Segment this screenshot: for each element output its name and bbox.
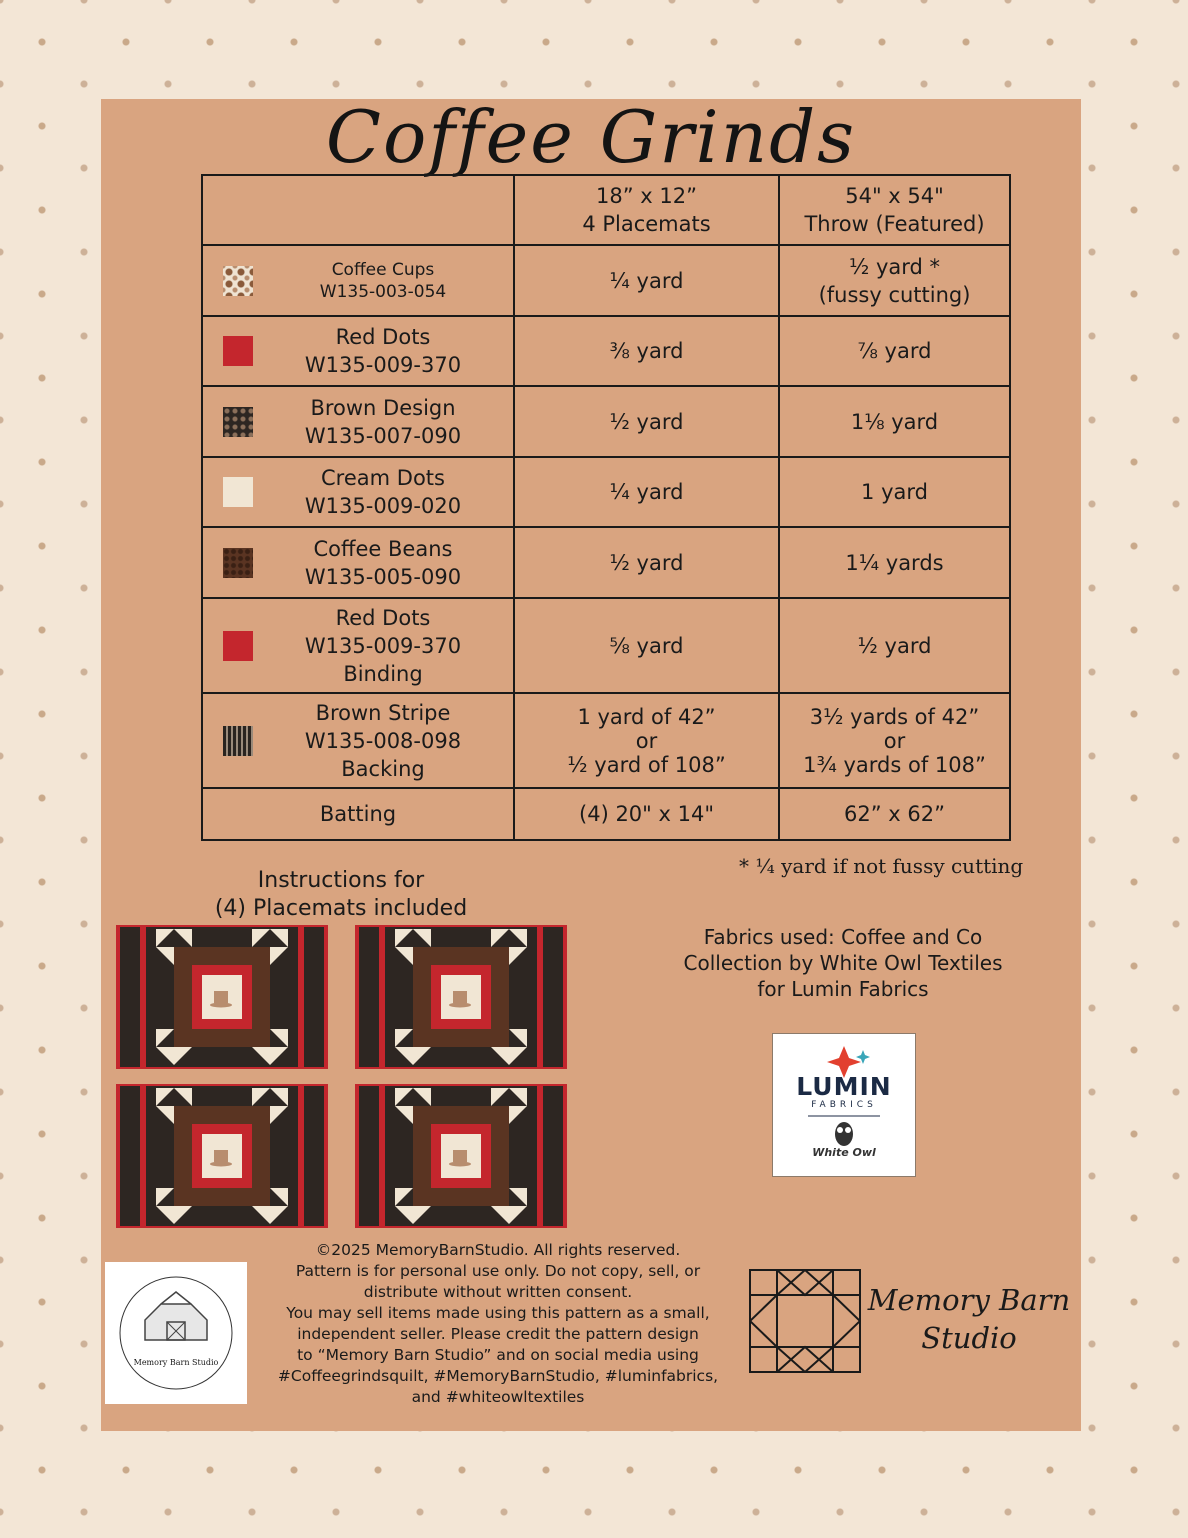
throw-amount: ⅞ yard (779, 316, 1010, 386)
table-row (202, 316, 1010, 386)
throw-amount: ½ yard (779, 598, 1010, 693)
memory-barn-studio-wordmark: Memory Barn Studio (867, 1283, 1071, 1355)
table-row (202, 457, 1010, 527)
table-row (202, 693, 1010, 788)
placemat-amount: ½ yard (514, 527, 779, 598)
memory-barn-circle-logo: Memory Barn Studio (105, 1262, 247, 1404)
copyright-notice: ©2025 MemoryBarnStudio. All rights reserved. Pattern is for personal use only. Do not copy, sell, or distribute without written consent. You may sell items made using this pattern as a small, independent seller. Please credit the pattern design to “Memory Barn Studio” and on social media using #Coffeegrindsquilt, #MemoryBarnStudio, #luminfabrics, and #whiteowltextiles (277, 1241, 719, 1406)
placemat-image (116, 1084, 328, 1228)
throw-amount: 3½ yards of 42” or 1¾ yards of 108” (779, 693, 1010, 788)
batting-label: Batting (202, 788, 514, 840)
placemat-image (116, 925, 328, 1069)
cream-dots-swatch (223, 477, 253, 507)
fabric-name: Coffee Cups W135-003-054 (319, 259, 447, 302)
throw-amount: 1⅛ yard (779, 386, 1010, 457)
placemat-image (355, 1084, 567, 1228)
throw-amount: 1¼ yards (779, 527, 1010, 598)
table-row (202, 245, 1010, 316)
fabrics-used-note: Fabrics used: Coffee and Co Collection by White Owl Textiles for Lumin Fabrics (683, 925, 1003, 1001)
placemat-amount: ½ yard (514, 386, 779, 457)
fabric-name: Red Dots W135-009-370 (304, 325, 462, 377)
brown-design-swatch (223, 407, 253, 437)
placemat-amount: ¼ yard (514, 457, 779, 527)
footnote: * ¼ yard if not fussy cutting (739, 854, 1024, 878)
pattern-panel (101, 95, 1081, 1431)
barn-icon (105, 1262, 247, 1404)
placemat-amount: ⅜ yard (514, 316, 779, 386)
batting-row (202, 788, 1010, 840)
throw-amount: 1 yard (779, 457, 1010, 527)
fabric-name: Red Dots W135-009-370 Binding (304, 605, 462, 686)
brown-stripe-swatch (223, 726, 253, 756)
table-row (202, 598, 1010, 693)
page-title: Coffee Grinds (325, 95, 857, 179)
lumin-fabrics-logo: LUMIN FABRICS White Owl (772, 1033, 916, 1177)
header-empty-cell (202, 175, 514, 245)
fabric-name: Cream Dots W135-009-020 (304, 466, 462, 518)
placemat-amount: 1 yard of 42” or ½ yard of 108” (514, 693, 779, 788)
placemat-image (355, 925, 567, 1069)
throw-amount: ½ yard * (fussy cutting) (779, 245, 1010, 316)
instructions-note: Instructions for (4) Placemats included (214, 868, 468, 921)
coffee-cups-swatch (223, 266, 253, 296)
table-header-row (202, 175, 1010, 245)
fabric-name: Coffee Beans W135-005-090 (304, 536, 462, 589)
red-dots-binding-swatch (223, 631, 253, 661)
table-row (202, 527, 1010, 598)
fabric-name: Brown Design W135-007-090 (304, 395, 462, 448)
quilt-block-logo-icon (749, 1269, 861, 1373)
coffee-beans-swatch (223, 548, 253, 578)
placemat-amount: (4) 20" x 14" (514, 788, 779, 840)
placemat-amount: ⅝ yard (514, 598, 779, 693)
throw-amount: 62” x 62” (779, 788, 1010, 840)
table-row (202, 386, 1010, 457)
fabric-requirements-table (201, 174, 1011, 841)
fabric-name: Brown Stripe W135-008-098 Backing (304, 700, 462, 781)
red-dots-swatch (223, 336, 253, 366)
placemat-amount: ¼ yard (514, 245, 779, 316)
header-placemats: 18” x 12” 4 Placemats (514, 175, 779, 245)
header-throw: 54" x 54" Throw (Featured) (779, 175, 1010, 245)
